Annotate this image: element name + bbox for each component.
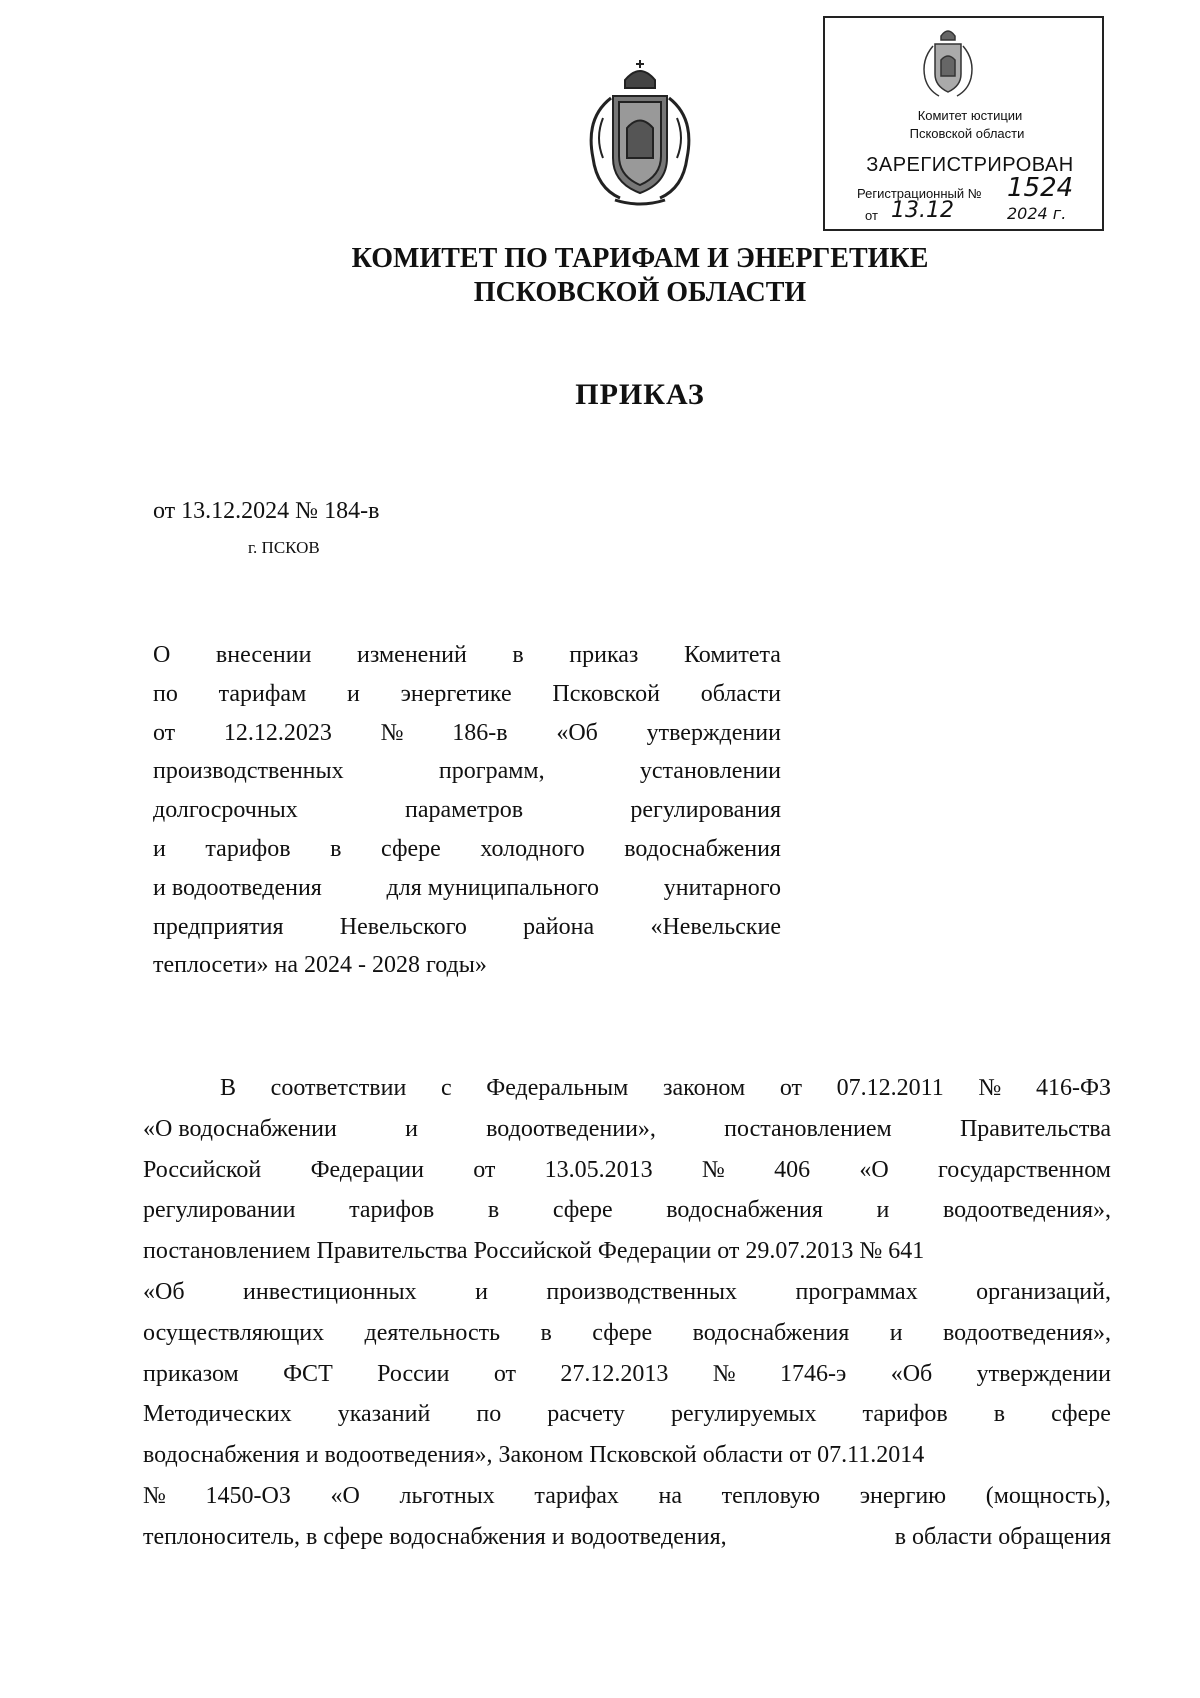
order-body	[143, 1075, 1111, 1565]
body-word: в	[540, 1319, 552, 1346]
subject-word: тарифам	[218, 680, 307, 707]
subject-word: внесении	[215, 642, 312, 668]
body-word: В	[220, 1075, 237, 1101]
body-line	[143, 1075, 1111, 1116]
body-word: водоотведения»,	[943, 1197, 1111, 1224]
body-word: Правительства	[959, 1115, 1111, 1142]
subject-word: предприятия	[153, 913, 284, 940]
subject-word: и	[153, 835, 166, 862]
stamp-year-value: 2024 г.	[1007, 204, 1067, 223]
body-word: «О	[330, 1482, 360, 1509]
body-line	[143, 1116, 1111, 1157]
organization-title-line2: ПСКОВСКОЙ ОБЛАСТИ	[473, 277, 807, 308]
body-word: от	[493, 1360, 516, 1387]
subject-word: теплосети» на 2024 - 2028 годы»	[153, 952, 487, 979]
subject-word: регулирования	[630, 797, 781, 824]
body-word: энергию	[859, 1482, 947, 1509]
subject-word: по	[153, 680, 178, 707]
order-city: г. ПСКОВ	[248, 538, 320, 557]
body-word: тарифах	[534, 1482, 619, 1509]
body-word: от	[779, 1075, 802, 1101]
body-line	[143, 1320, 1111, 1361]
subject-line	[153, 869, 781, 908]
body-word: тепловую	[721, 1482, 821, 1509]
body-line	[143, 1524, 1111, 1565]
body-word: регулировании	[143, 1197, 296, 1224]
body-word: 406	[774, 1156, 811, 1183]
stamp-emblem-icon	[919, 26, 977, 98]
body-word: №	[701, 1156, 725, 1183]
body-word: 1450-ОЗ	[205, 1482, 291, 1509]
body-word: Федерации	[310, 1156, 424, 1183]
body-word: и	[475, 1278, 488, 1305]
body-word: и	[889, 1319, 903, 1346]
subject-line	[153, 946, 781, 985]
body-word: в области обращения	[894, 1523, 1111, 1550]
body-line	[143, 1483, 1111, 1524]
subject-word: изменений	[357, 642, 467, 668]
body-word: теплоноситель, в сфере водоснабжения и водоотведения,	[143, 1523, 727, 1550]
body-word: 1746-э	[780, 1360, 847, 1387]
body-line	[143, 1442, 1111, 1483]
body-word: 07.12.2011	[836, 1075, 944, 1101]
body-word: водоснабжения	[692, 1319, 850, 1346]
subject-line	[153, 830, 781, 869]
body-word: №	[712, 1360, 736, 1387]
body-line	[143, 1238, 1111, 1279]
body-word: регулируемых	[670, 1401, 817, 1428]
subject-line	[153, 752, 781, 791]
subject-word: в	[330, 835, 342, 862]
subject-word: для муниципального	[386, 874, 600, 901]
body-word: постановлением	[724, 1115, 892, 1142]
body-word: указаний	[337, 1401, 431, 1428]
subject-word: водоснабжения	[624, 835, 781, 862]
subject-word: долгосрочных	[153, 797, 298, 824]
body-word: (мощность),	[985, 1482, 1111, 1509]
body-word: России	[377, 1360, 450, 1387]
order-date-number: от 13.12.2024 № 184-в	[153, 498, 380, 524]
body-word: от	[473, 1156, 496, 1183]
order-subject	[153, 636, 781, 985]
body-word: водоотведении»,	[486, 1115, 656, 1142]
body-line	[143, 1157, 1111, 1198]
registration-stamp	[823, 16, 1104, 231]
body-word: водоотведения»,	[943, 1319, 1111, 1346]
subject-line	[153, 714, 781, 753]
body-word: Федеральным	[486, 1075, 629, 1101]
subject-word: приказ	[569, 642, 639, 668]
body-word: Российской	[143, 1156, 262, 1183]
subject-word: области	[700, 680, 781, 707]
subject-word: 186-в	[452, 719, 508, 746]
body-word: постановлением Правительства Российской Федерации от 29.07.2013 № 641	[143, 1238, 925, 1265]
subject-word: №	[380, 719, 404, 746]
subject-word: и водоотведения	[153, 874, 322, 901]
body-word: «О	[859, 1156, 889, 1183]
body-word: 416-ФЗ	[1035, 1075, 1111, 1101]
stamp-date-value: 13.12	[891, 198, 954, 223]
subject-word: холодного	[480, 835, 585, 862]
body-word: с	[440, 1075, 452, 1101]
body-word: деятельность	[364, 1319, 501, 1346]
subject-line	[153, 908, 781, 947]
body-word: в	[993, 1401, 1006, 1428]
body-word: в	[487, 1197, 500, 1224]
stamp-date-label: от	[865, 208, 878, 223]
body-word: и	[405, 1115, 418, 1142]
body-word: водоснабжения и водоотведения», Законом Псковской области от 07.11.2014	[143, 1442, 925, 1469]
body-line	[143, 1361, 1111, 1402]
organization-title-line1: КОМИТЕТ ПО ТАРИФАМ И ЭНЕРГЕТИКЕ	[351, 243, 929, 274]
stamp-status: ЗАРЕГИСТРИРОВАН	[866, 154, 1074, 176]
body-word: Методических	[143, 1401, 292, 1428]
body-word: соответствии	[270, 1075, 407, 1101]
subject-line	[153, 791, 781, 830]
subject-word: в	[512, 642, 524, 668]
body-word: ФСТ	[283, 1360, 333, 1387]
body-word: тарифов	[862, 1401, 948, 1428]
body-word: утверждении	[976, 1360, 1111, 1387]
stamp-reg-number: 1524	[1007, 173, 1074, 203]
subject-word: Псковской	[552, 680, 660, 707]
subject-word: Невельского	[339, 913, 467, 940]
body-word: сфере	[552, 1197, 613, 1224]
subject-word: тарифов	[205, 835, 291, 862]
body-line	[143, 1197, 1111, 1238]
subject-word: района	[523, 913, 595, 940]
body-word: и	[876, 1197, 890, 1224]
body-word: 13.05.2013	[544, 1156, 653, 1183]
body-word: приказом	[143, 1360, 239, 1387]
body-word: №	[143, 1482, 166, 1509]
subject-word: производственных	[153, 758, 344, 785]
body-word: осуществляющих	[143, 1319, 325, 1346]
subject-word: 12.12.2023	[223, 719, 332, 746]
body-word: государственном	[938, 1156, 1111, 1183]
subject-word: энергетике	[400, 680, 512, 707]
subject-word: Комитета	[683, 642, 781, 668]
subject-word: «Об	[556, 719, 598, 746]
subject-word: «Невельские	[650, 913, 781, 940]
body-word: тарифов	[349, 1197, 435, 1224]
subject-word: О	[153, 642, 171, 668]
stamp-organization-line1: Комитет юстиции	[917, 108, 1023, 123]
body-word: по	[476, 1401, 502, 1428]
document-type-heading: ПРИКАЗ	[575, 378, 705, 411]
subject-word: и	[347, 680, 360, 707]
body-word: сфере	[1051, 1401, 1111, 1428]
stamp-organization-line2: Псковской области	[909, 126, 1025, 141]
subject-line	[153, 636, 781, 675]
subject-word: от	[153, 719, 176, 746]
body-word: 27.12.2013	[560, 1360, 669, 1387]
body-word: расчету	[547, 1401, 625, 1428]
subject-word: установлении	[639, 758, 781, 785]
body-line	[143, 1279, 1111, 1320]
body-word: льготных	[399, 1482, 495, 1509]
body-word: производственных	[546, 1278, 738, 1305]
body-word: на	[658, 1482, 683, 1509]
subject-word: сфере	[381, 835, 441, 862]
body-word: законом	[663, 1075, 746, 1101]
body-word: «О водоснабжении	[143, 1115, 337, 1142]
body-line	[143, 1401, 1111, 1442]
body-word: сфере	[592, 1319, 653, 1346]
body-word: №	[978, 1075, 1002, 1101]
body-word: «Об	[143, 1278, 185, 1305]
subject-word: программ,	[438, 758, 545, 785]
body-word: организаций,	[976, 1278, 1111, 1305]
body-word: «Об	[890, 1360, 933, 1387]
body-word: водоснабжения	[666, 1197, 823, 1224]
stamp-reg-label: Регистрационный №	[857, 186, 982, 201]
subject-line	[153, 675, 781, 714]
body-word: программах	[795, 1278, 918, 1305]
subject-word: параметров	[405, 797, 524, 824]
coat-of-arms-emblem	[575, 58, 705, 208]
body-word: инвестиционных	[243, 1278, 417, 1305]
subject-word: унитарного	[663, 874, 781, 901]
subject-word: утверждении	[646, 719, 781, 746]
